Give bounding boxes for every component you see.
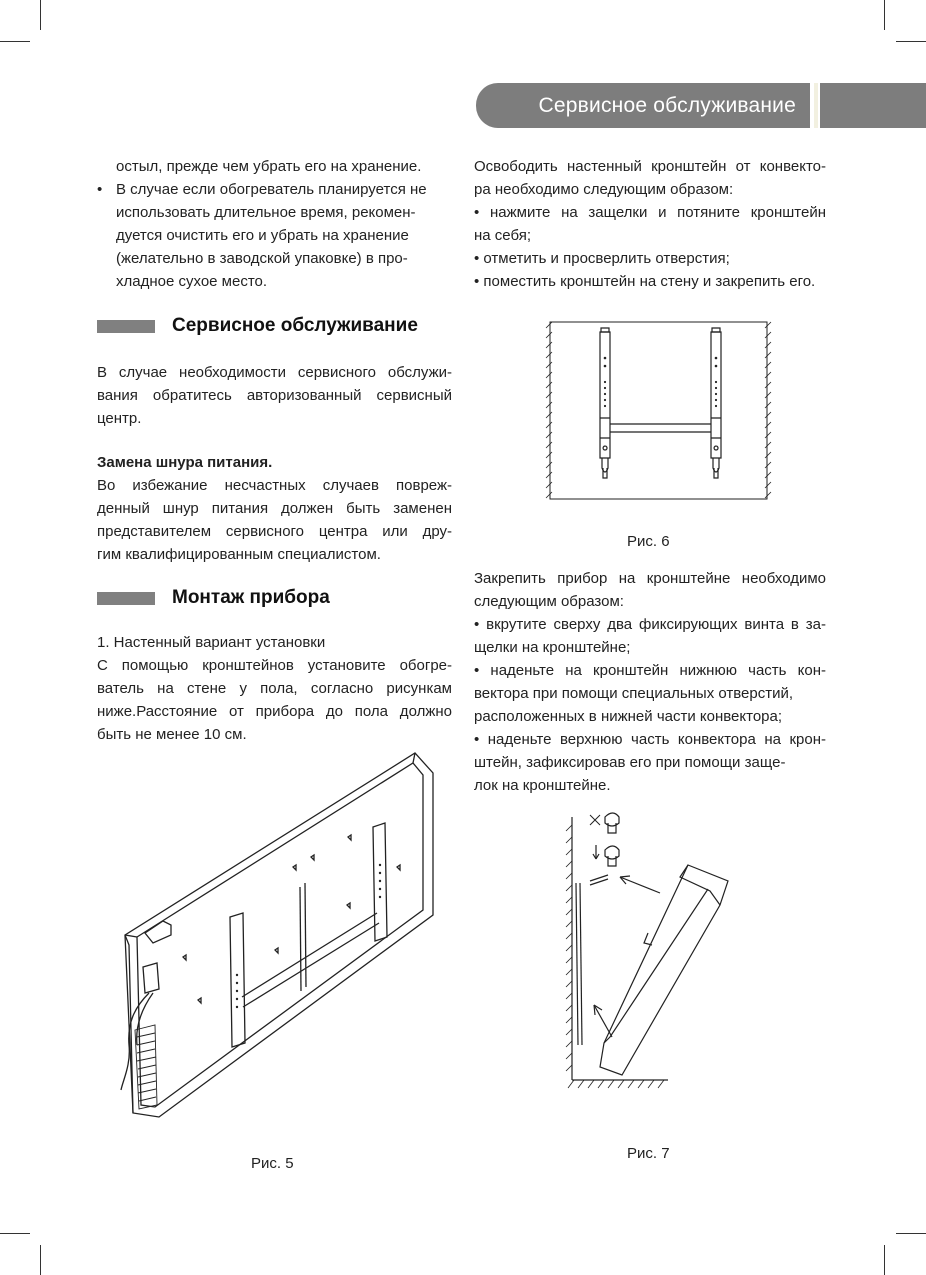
text-line: • наденьте на кронштейн нижнюю часть кон- bbox=[474, 662, 826, 679]
crop-mark bbox=[896, 1233, 926, 1234]
text-line: вания обратитесь авторизованный сервисный bbox=[97, 387, 452, 404]
section-bar bbox=[97, 592, 155, 605]
intro-text bbox=[97, 155, 452, 293]
text-line: щелки на кронштейне; bbox=[474, 639, 631, 656]
figure-5-caption: Рис. 5 bbox=[251, 1155, 294, 1172]
mount-paragraph bbox=[97, 631, 452, 746]
text-line: • нажмите на защелки и потяните кронштейн bbox=[474, 204, 826, 221]
text-line: Во избежание несчастных случаев повреж- bbox=[97, 477, 452, 494]
text-line: • вкрутите сверху два фиксирующих винта в за- bbox=[474, 616, 826, 633]
crop-mark bbox=[884, 1245, 885, 1275]
section-bar bbox=[97, 320, 155, 333]
page-header-title: Сервисное обслуживание bbox=[538, 94, 796, 117]
section-heading-mount bbox=[97, 584, 330, 612]
crop-mark bbox=[40, 1245, 41, 1275]
text-line: дуется очистить его и убрать на хранение bbox=[116, 227, 409, 244]
figure-6-caption: Рис. 6 bbox=[627, 533, 670, 550]
text-line: (желательно в заводской упаковке) в про- bbox=[116, 250, 408, 267]
figure-6-illustration bbox=[546, 318, 771, 503]
figure-5-illustration bbox=[115, 745, 440, 1125]
text-line: ниже.Расстояние от прибора до пола должно bbox=[97, 703, 452, 720]
figure-7-caption: Рис. 7 bbox=[627, 1145, 670, 1162]
text-line: вектора при помощи специальных отверстий, bbox=[474, 685, 794, 702]
crop-mark bbox=[884, 0, 885, 30]
text-line: • наденьте верхнюю часть конвектора на крон- bbox=[474, 731, 826, 748]
crop-mark bbox=[40, 0, 41, 30]
text-line: 1. Настенный вариант установки bbox=[97, 634, 326, 651]
service-paragraph bbox=[97, 361, 452, 430]
text-line: использовать длительное время, рекомен- bbox=[116, 204, 416, 221]
attach-paragraph bbox=[474, 567, 826, 797]
text-line: хладное сухое место. bbox=[116, 273, 268, 290]
text-line: быть не менее 10 см. bbox=[97, 726, 247, 743]
text-line: С помощью кронштейнов установите обогре- bbox=[97, 657, 452, 674]
text-line: • поместить кронштейн на стену и закрепить его. bbox=[474, 273, 816, 290]
header-separator bbox=[814, 83, 818, 128]
text-line: лок на кронштейне. bbox=[474, 777, 611, 794]
intro-bullet bbox=[97, 178, 452, 293]
text-line: представителем сервисного центра или дру- bbox=[97, 523, 452, 540]
section-title: Монтаж прибора bbox=[172, 587, 330, 608]
crop-mark bbox=[0, 41, 30, 42]
text-line: расположенных в нижней части конвектора; bbox=[474, 708, 783, 725]
text-line: Освободить настенный кронштейн от конвекто- bbox=[474, 158, 826, 175]
cord-paragraph bbox=[97, 451, 452, 566]
intro-continuation: остыл, прежде чем убрать его на хранение. bbox=[116, 158, 422, 175]
header-block bbox=[820, 83, 926, 128]
text-line: • отметить и просверлить отверстия; bbox=[474, 250, 730, 267]
crop-mark bbox=[0, 1233, 30, 1234]
section-title: Сервисное обслуживание bbox=[172, 315, 418, 336]
text-line: следующим образом: bbox=[474, 593, 624, 610]
figure-7-illustration bbox=[560, 805, 745, 1100]
text-line: Закрепить прибор на кронштейне необходимо bbox=[474, 570, 826, 587]
section-heading-service bbox=[97, 312, 418, 340]
text-line: на себя; bbox=[474, 227, 532, 244]
text-line: центр. bbox=[97, 410, 142, 427]
text-line: гим квалифицированным специалистом. bbox=[97, 546, 381, 563]
crop-mark bbox=[896, 41, 926, 42]
text-line: ра необходимо следующим образом: bbox=[474, 181, 734, 198]
detach-paragraph bbox=[474, 155, 826, 293]
text-line: ватель на стене у пола, согласно рисункам bbox=[97, 680, 452, 697]
text-line: денный шнур питания должен быть заменен bbox=[97, 500, 452, 517]
text-line: В случае необходимости сервисного обслужи- bbox=[97, 364, 452, 381]
bullet-dot: • bbox=[97, 181, 103, 198]
text-line: В случае если обогреватель планируется не bbox=[116, 181, 427, 198]
text-line: штейн, зафиксировав его при помощи защe- bbox=[474, 754, 786, 771]
subheading-cord: Замена шнура питания. bbox=[97, 454, 273, 471]
